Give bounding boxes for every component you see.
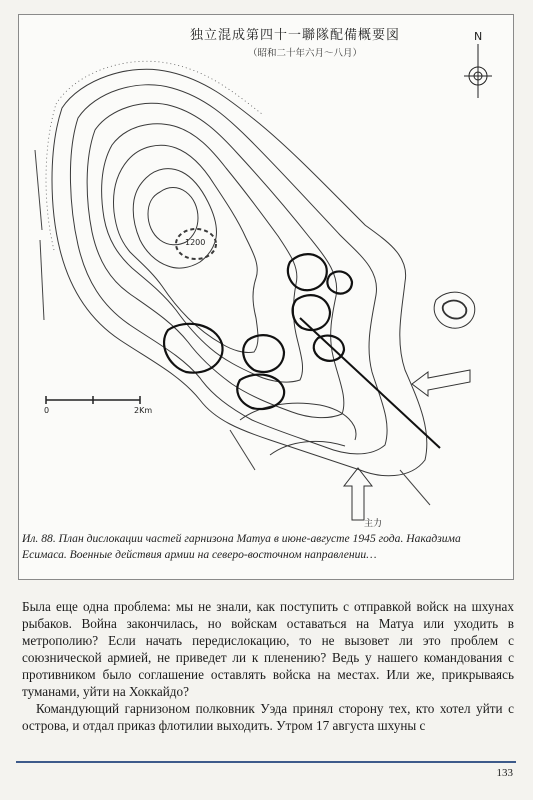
- approach-arrow: [412, 370, 470, 396]
- north-arrow: [464, 44, 492, 98]
- map-subtitle: （昭和二十年六月～八月）: [248, 48, 363, 59]
- small-island: [434, 292, 475, 328]
- unit-position: [288, 254, 327, 290]
- scale-bar: [46, 396, 140, 404]
- figure-caption: Ил. 88. План дислокации частей гарнизона Матуа в июне-августе 1945 года. Накадзима Есимаса. Военные действия армии на северо-восточном направлении…: [22, 532, 461, 561]
- map-title: 独立混成第四十一聯隊配備概要図: [190, 28, 401, 43]
- approach-arrow: [344, 468, 372, 520]
- unit-position: [293, 295, 330, 330]
- scale-end-label: 2Km: [134, 406, 153, 415]
- paragraph: Была еще одна проблема: мы не знали, как поступить с отправкой войск на шхунах рыбаков. Война закончилась, но войскам оставаться на Матуа или уходить в метрополию? Если начать передислокацию, то не вызовет ли это проблем с союзнической армией, не приведет ли к пленению? Ведь у нашего командования с противником было соглашение оставлять войска на местах. Или же, прикрываясь туманами, уйти на Хоккайдо?: [22, 599, 514, 699]
- elevation-label: 1200: [185, 238, 206, 247]
- page-number: 133: [496, 767, 513, 779]
- unit-position: [314, 336, 344, 361]
- unit-position: [327, 271, 352, 293]
- body-text: [22, 598, 514, 734]
- runway-line: [300, 318, 440, 448]
- unit-position: [243, 335, 284, 372]
- scale-zero-label: 0: [44, 406, 50, 415]
- north-label: N: [474, 30, 483, 43]
- footer-rule: [16, 761, 516, 763]
- paragraph: Командующий гарнизоном полковник Уэда принял сторону тех, кто хотел уйти с острова, и отдал приказ флотилии выходить. Утром 17 августа шхуны с: [22, 701, 514, 733]
- main-force-label: 主力: [364, 519, 383, 529]
